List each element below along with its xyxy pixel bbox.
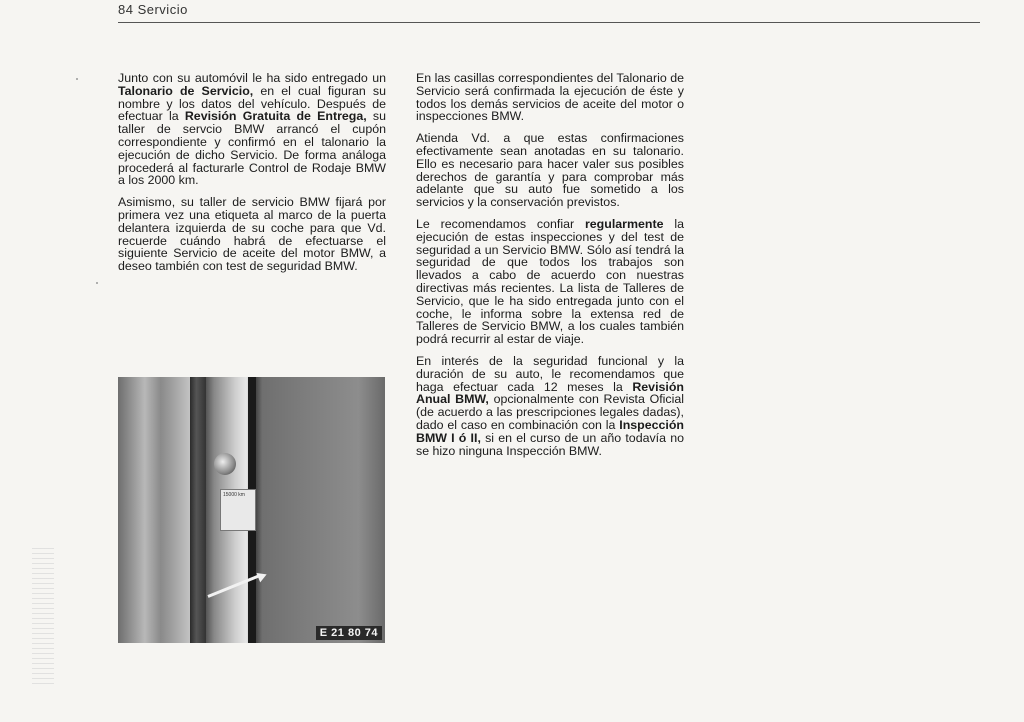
- text-run: en el cual figuran su nombre y los datos del vehículo. Después de efectuar la: [118, 83, 386, 124]
- scan-dot: [76, 78, 78, 80]
- door-lock-knob: [214, 453, 236, 475]
- text-run: si en el curso de un año todavía no se hizo ninguna Inspección BMW.: [416, 430, 684, 458]
- text-run: Asimismo, su taller de servicio BMW fijará por primera vez una etiqueta al marco de la puerta delantera izquierda de su coche para que Vd. recuerde cuándo habrá de efectuarse el siguiente Servicio de aceite del motor BMW, a deseo también con test de seguridad BMW.: [118, 195, 386, 274]
- bold-text-run: Revisión Anual BMW,: [416, 379, 684, 407]
- pointer-arrow-head: [256, 570, 268, 583]
- paragraph: [416, 132, 684, 209]
- bold-text-run: Talonario de Servicio,: [118, 83, 254, 98]
- text-column-right: [416, 72, 684, 466]
- bold-text-run: Inspección BMW I ó II,: [416, 417, 684, 445]
- text-run: opcionalmente con Revista Oficial (de acuerdo a las prescripciones legales dadas), dado el caso en combinación con la: [416, 392, 684, 432]
- paragraph: [416, 355, 684, 457]
- paragraph: [118, 72, 386, 187]
- paragraph: [416, 72, 684, 123]
- bold-text-run: Revisión Gratuita de Entrega,: [184, 109, 367, 124]
- paragraph: [416, 218, 684, 346]
- text-run: Le recomendamos confiar: [416, 216, 585, 231]
- door-frame-photo: [118, 377, 385, 643]
- header-rule: [118, 22, 980, 23]
- scan-dot: [96, 282, 98, 284]
- service-sticker: 15000 km: [220, 489, 256, 531]
- text-run: En interés de la seguridad funcional y la duración de su auto, le recomendamos que haga efectuar cada 12 meses la: [416, 353, 684, 394]
- paragraph: [118, 196, 386, 273]
- text-run: Junto con su automóvil le ha sido entregado un: [118, 71, 386, 85]
- margin-scan-marks: [32, 548, 54, 688]
- text-column-left: [118, 72, 386, 282]
- door-edge: [190, 377, 206, 643]
- text-run: En las casillas correspondientes del Talonario de Servicio será confirmada la ejecución de éste y todos los demás servicios de aceite del motor o inspecciones BMW.: [416, 71, 684, 124]
- text-run: la ejecución de estas inspecciones y del test de seguridad a un Servicio BMW. Sólo así tendrá la seguridad de que todos los trabajos son llevados a cabo de acuerdo con nuestras directivas más recientes. La lista de Talleres de Servicio, que le ha sido entregada junto con el coche, le informa sobre la extensa red de Talleres de Servicio BMW, a los cuales también podrá recurrir al estar de viaje.: [416, 216, 684, 347]
- bold-text-run: regularmente: [584, 216, 664, 231]
- text-run: Atienda Vd. a que estas confirmaciones efectivamente sean anotadas en su talonario. Ello es necesario para hacer valer sus posibles derechos de garantía y para comprobar más adelante que su auto fue sometido a los servicios y la conservación previstos.: [416, 131, 684, 210]
- figure-label: E 21 80 74: [316, 626, 382, 640]
- page-header: 84 Servicio: [118, 4, 188, 16]
- text-run: su taller de servcio BMW arrancó el cupón correspondiente y confirmó en el talonario la ejecución de dicho Servicio. De forma análoga procederá al facturarle Control de Rodaje BMW a los 2000 km.: [118, 109, 387, 188]
